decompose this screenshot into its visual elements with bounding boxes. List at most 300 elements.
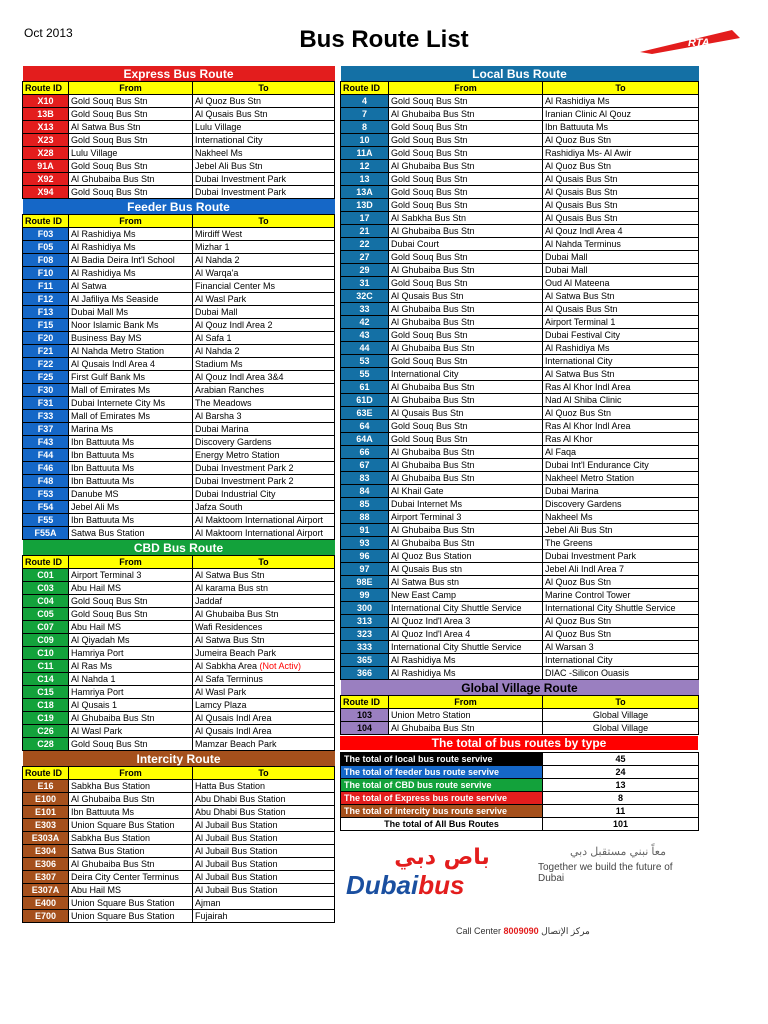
route-id-header: Route ID <box>23 556 69 569</box>
route-from: Mall of Emirates Ms <box>69 384 193 397</box>
cbd-title: CBD Bus Route <box>23 540 335 556</box>
route-from: Al Ghubaiba Bus Stn <box>69 712 193 725</box>
route-to-text: Jaddaf <box>195 595 223 606</box>
route-from: Mall of Emirates Ms <box>69 410 193 423</box>
route-row <box>341 722 699 735</box>
route-row <box>23 332 335 345</box>
route-to <box>543 459 699 472</box>
route-id: 8 <box>341 121 389 134</box>
route-to <box>193 660 335 673</box>
route-id: X13 <box>23 121 69 134</box>
route-from: Gold Souq Bus Stn <box>389 147 543 160</box>
route-to <box>543 563 699 576</box>
route-id: 366 <box>341 667 389 680</box>
route-id: C04 <box>23 595 69 608</box>
route-to-text: Dubai Investment Park <box>195 186 287 197</box>
route-id: X94 <box>23 186 69 199</box>
feeder-title: Feeder Bus Route <box>23 199 335 215</box>
route-id: E303A <box>23 832 69 845</box>
total-label: The total of Express bus route servive <box>341 792 543 805</box>
dubaibus-logo-bus: bus <box>418 870 465 900</box>
route-id: C07 <box>23 621 69 634</box>
route-row <box>23 186 335 199</box>
route-id: X28 <box>23 147 69 160</box>
route-row <box>341 537 699 550</box>
route-to-text: Al Ghubaiba Bus Stn <box>195 608 279 619</box>
route-from: Abu Hail MS <box>69 621 193 634</box>
route-to-text: Jebel Ali Indl Area 7 <box>545 563 625 574</box>
route-id: 93 <box>341 537 389 550</box>
route-to-text: Al Nahda 2 <box>195 254 240 265</box>
call-center <box>456 926 590 937</box>
route-id: 13D <box>341 199 389 212</box>
route-to-text: Al Jubail Bus Station <box>195 832 278 843</box>
route-to-text: Marine Control Tower <box>545 589 631 600</box>
route-row <box>23 488 335 501</box>
route-id: 17 <box>341 212 389 225</box>
total-value: 45 <box>543 753 699 766</box>
route-from: Al Jafiliya Ms Seaside <box>69 293 193 306</box>
route-to <box>193 280 335 293</box>
route-to-text: Abu Dhabi Bus Station <box>195 806 286 817</box>
route-from: Al Ghubaiba Bus Stn <box>389 472 543 485</box>
route-to-text: Nakheel Ms <box>545 511 593 522</box>
route-to-text: Al Safa Terminus <box>195 673 263 684</box>
route-to-text: Jebel Ali Bus Stn <box>545 524 613 535</box>
route-id: 22 <box>341 238 389 251</box>
route-from: Al Ghubaiba Bus Stn <box>389 108 543 121</box>
route-id: C01 <box>23 569 69 582</box>
route-id: F31 <box>23 397 69 410</box>
to-header: To <box>193 82 335 95</box>
route-id: F54 <box>23 501 69 514</box>
route-id-header: Route ID <box>341 696 389 709</box>
route-row <box>23 108 335 121</box>
route-from: Dubai Internete City Ms <box>69 397 193 410</box>
total-value: 8 <box>543 792 699 805</box>
route-id: X92 <box>23 173 69 186</box>
route-to <box>193 858 335 871</box>
route-to <box>543 498 699 511</box>
route-to-text: Jumeira Beach Park <box>195 647 277 658</box>
local-title-row <box>341 66 699 82</box>
route-from: Al Qusais Bus stn <box>389 563 543 576</box>
route-to-text: Al Qusais Indl Area <box>195 725 272 736</box>
route-to <box>543 303 699 316</box>
route-id: E16 <box>23 780 69 793</box>
route-row <box>341 212 699 225</box>
route-row <box>341 303 699 316</box>
route-to-text: Al Rashidiya Ms <box>545 342 610 353</box>
route-id: F05 <box>23 241 69 254</box>
route-from: Union Square Bus Station <box>69 819 193 832</box>
route-to-text: Stadium Ms <box>195 358 243 369</box>
route-id: F48 <box>23 475 69 488</box>
totals-title: The total of bus routes by type <box>340 736 698 750</box>
route-row <box>23 527 335 540</box>
route-to <box>543 147 699 160</box>
route-to-text: Al Jubail Bus Station <box>195 884 278 895</box>
route-to <box>543 446 699 459</box>
route-row <box>341 602 699 615</box>
route-to-text: Ibn Battuuta Ms <box>545 121 609 132</box>
route-to <box>193 488 335 501</box>
route-to <box>193 608 335 621</box>
page-title: Bus Route List <box>299 26 469 53</box>
route-from: Ibn Battuuta Ms <box>69 462 193 475</box>
route-from: Gold Souq Bus Stn <box>389 277 543 290</box>
route-to <box>543 407 699 420</box>
route-to-text: Jebel Ali Bus Stn <box>195 160 263 171</box>
route-to <box>193 699 335 712</box>
route-row <box>23 384 335 397</box>
route-from: Al Ghubaiba Bus Stn <box>389 394 543 407</box>
route-to <box>193 527 335 540</box>
route-to <box>193 725 335 738</box>
route-to-text: Ras Al Khor Indl Area <box>545 381 631 392</box>
route-id: 365 <box>341 654 389 667</box>
route-from: Al Rashidiya Ms <box>389 654 543 667</box>
route-id: E307A <box>23 884 69 897</box>
route-row <box>23 345 335 358</box>
route-from: Jebel Ali Ms <box>69 501 193 514</box>
route-to <box>193 845 335 858</box>
route-row <box>23 173 335 186</box>
route-row <box>23 832 335 845</box>
route-row <box>23 569 335 582</box>
route-to <box>543 290 699 303</box>
route-row <box>341 654 699 667</box>
total-value: 101 <box>543 818 699 831</box>
route-row <box>341 589 699 602</box>
route-to <box>543 121 699 134</box>
route-to <box>193 319 335 332</box>
route-from: International City <box>389 368 543 381</box>
route-from: Airport Terminal 3 <box>69 569 193 582</box>
from-header: From <box>69 82 193 95</box>
route-to <box>193 147 335 160</box>
route-to <box>543 433 699 446</box>
route-from: Union Square Bus Station <box>69 910 193 923</box>
route-id: 43 <box>341 329 389 342</box>
route-id: C26 <box>23 725 69 738</box>
from-header: From <box>389 696 543 709</box>
route-to-text: Fujairah <box>195 910 228 921</box>
route-to <box>543 511 699 524</box>
route-to-text: Al Quoz Bus Stn <box>545 407 612 418</box>
intercity-title-row <box>23 751 335 767</box>
route-id: F30 <box>23 384 69 397</box>
route-to <box>543 238 699 251</box>
route-id: 32C <box>341 290 389 303</box>
route-from: Danube MS <box>69 488 193 501</box>
route-id: 96 <box>341 550 389 563</box>
cbd-header-row <box>23 556 335 569</box>
route-to-text: Al Jubail Bus Station <box>195 845 278 856</box>
svg-text:Dubaibus <box>346 870 464 900</box>
route-to-text: Al Maktoom International Airport <box>195 514 324 525</box>
route-row <box>23 582 335 595</box>
route-to-text: Airport Terminal 1 <box>545 316 616 327</box>
route-to <box>193 595 335 608</box>
route-from: Gold Souq Bus Stn <box>69 608 193 621</box>
route-id: 323 <box>341 628 389 641</box>
route-id: 99 <box>341 589 389 602</box>
route-id: E101 <box>23 806 69 819</box>
route-row <box>23 780 335 793</box>
route-row <box>23 819 335 832</box>
route-row <box>341 615 699 628</box>
route-to-text: Dubai Mall <box>545 264 588 275</box>
route-id: 55 <box>341 368 389 381</box>
route-row <box>341 667 699 680</box>
route-from: Al Wasl Park <box>69 725 193 738</box>
route-from: Al Qiyadah Ms <box>69 634 193 647</box>
route-to <box>193 806 335 819</box>
route-to-text: Al Qusais Bus Stn <box>545 303 618 314</box>
route-from: Satwa Bus Station <box>69 527 193 540</box>
route-row <box>341 342 699 355</box>
route-row <box>23 738 335 751</box>
route-id: E700 <box>23 910 69 923</box>
route-row <box>341 355 699 368</box>
route-row <box>341 394 699 407</box>
route-from: Ibn Battuuta Ms <box>69 806 193 819</box>
route-to-text: Discovery Gardens <box>195 436 272 447</box>
route-id: 27 <box>341 251 389 264</box>
route-from: Al Ghubaiba Bus Stn <box>389 342 543 355</box>
route-to-text: Al Nahda 2 <box>195 345 240 356</box>
feeder-title-row <box>23 199 335 215</box>
route-to-text: Al Safa 1 <box>195 332 232 343</box>
route-row <box>341 459 699 472</box>
route-to <box>193 475 335 488</box>
route-to <box>543 329 699 342</box>
route-to-text: Al Wasl Park <box>195 686 247 697</box>
route-to-text: Al Maktoom International Airport <box>195 527 324 538</box>
global_village-title-row <box>341 680 699 696</box>
route-from: First Gulf Bank Ms <box>69 371 193 384</box>
route-row <box>341 472 699 485</box>
route-to <box>193 738 335 751</box>
route-to <box>543 537 699 550</box>
route-row <box>341 160 699 173</box>
route-id: 333 <box>341 641 389 654</box>
route-to <box>193 686 335 699</box>
route-row <box>23 712 335 725</box>
route-row <box>341 238 699 251</box>
route-row <box>341 563 699 576</box>
route-id: 83 <box>341 472 389 485</box>
route-to-text: Dubai Int'l Endurance City <box>545 459 649 470</box>
to-header: To <box>543 82 699 95</box>
intercity-header-row <box>23 767 335 780</box>
to-header: To <box>193 767 335 780</box>
route-from: Al Badia Deira Int'l School <box>69 254 193 267</box>
route-to-text: Al Quoz Bus Stn <box>545 628 612 639</box>
route-to <box>193 462 335 475</box>
from-header: From <box>69 215 193 228</box>
route-from: Al Quoz Ind'l Area 4 <box>389 628 543 641</box>
route-from: Business Bay MS <box>69 332 193 345</box>
route-to-text: Al Quoz Bus Stn <box>545 615 612 626</box>
route-to <box>543 667 699 680</box>
route-to <box>543 654 699 667</box>
route-to <box>543 95 699 108</box>
route-id: F55A <box>23 527 69 540</box>
route-row <box>23 660 335 673</box>
route-from: Al Ghubaiba Bus Stn <box>69 793 193 806</box>
route-to <box>193 358 335 371</box>
route-from: Al Khail Gate <box>389 485 543 498</box>
route-to <box>193 95 335 108</box>
route-row <box>341 446 699 459</box>
route-to-text: Dubai Investment Park 2 <box>195 475 294 486</box>
route-from: Al Ghubaiba Bus Stn <box>389 446 543 459</box>
route-id: F53 <box>23 488 69 501</box>
route-from: Ibn Battuuta Ms <box>69 436 193 449</box>
route-id: F25 <box>23 371 69 384</box>
route-row <box>23 306 335 319</box>
route-to <box>543 381 699 394</box>
route-id: E306 <box>23 858 69 871</box>
to-header: To <box>193 556 335 569</box>
route-to <box>543 212 699 225</box>
route-from: Al Rashidiya Ms <box>69 241 193 254</box>
left-route-table <box>22 66 335 923</box>
route-from: Gold Souq Bus Stn <box>389 355 543 368</box>
route-to-text: Mizhar 1 <box>195 241 230 252</box>
route-id: 13B <box>23 108 69 121</box>
route-id: 12 <box>341 160 389 173</box>
route-to <box>193 241 335 254</box>
route-to-text: International City <box>195 134 263 145</box>
route-to <box>543 277 699 290</box>
route-row <box>23 699 335 712</box>
route-id: X10 <box>23 95 69 108</box>
route-row <box>341 316 699 329</box>
route-to <box>193 160 335 173</box>
route-to-text: Al Satwa Bus Stn <box>545 290 615 301</box>
route-id-header: Route ID <box>23 215 69 228</box>
route-to <box>193 108 335 121</box>
route-id: E303 <box>23 819 69 832</box>
route-to <box>543 173 699 186</box>
route-to <box>193 673 335 686</box>
route-to-text: Al Satwa Bus Stn <box>195 569 265 580</box>
route-from: Union Metro Station <box>389 709 543 722</box>
route-to <box>193 780 335 793</box>
call-center-arabic: مركز الإتصال <box>541 926 590 936</box>
route-to-text: Dubai Festival City <box>545 329 621 340</box>
route-to-text: Wafi Residences <box>195 621 263 632</box>
route-to-text: Dubai Mall <box>195 306 238 317</box>
route-from: Satwa Bus Station <box>69 845 193 858</box>
route-id: E304 <box>23 845 69 858</box>
route-row <box>341 108 699 121</box>
local-title: Local Bus Route <box>341 66 699 82</box>
route-to-text: Arabian Ranches <box>195 384 265 395</box>
route-row <box>23 858 335 871</box>
route-to-text: International City Shuttle Service <box>545 602 676 613</box>
route-to-text: Al Jubail Bus Station <box>195 871 278 882</box>
route-row <box>341 225 699 238</box>
route-to <box>193 582 335 595</box>
total-row <box>341 766 699 779</box>
route-to-text: Al Qusais Bus Stn <box>545 212 618 223</box>
route-row <box>23 267 335 280</box>
route-id: F03 <box>23 228 69 241</box>
route-from: Al Ghubaiba Bus Stn <box>69 173 193 186</box>
route-to-text: Al Qusais Bus Stn <box>195 108 268 119</box>
route-to-text: Al Faqa <box>545 446 577 457</box>
route-row <box>341 381 699 394</box>
route-to <box>193 793 335 806</box>
tagline-arabic: معاً نبني مستقبل دبي <box>570 846 666 858</box>
route-row <box>341 173 699 186</box>
route-from: Al Ghubaiba Bus Stn <box>389 160 543 173</box>
route-to <box>193 267 335 280</box>
route-to <box>543 472 699 485</box>
route-to-text: Dubai Investment Park <box>545 550 637 561</box>
route-from: New East Camp <box>389 589 543 602</box>
route-to-text: Nakheel Ms <box>195 147 243 158</box>
route-from: International City Shuttle Service <box>389 641 543 654</box>
route-row <box>23 897 335 910</box>
route-to <box>193 410 335 423</box>
total-row <box>341 792 699 805</box>
route-id: C10 <box>23 647 69 660</box>
tagline-english: Together we build the future of Dubai <box>538 862 673 884</box>
route-id: 64 <box>341 420 389 433</box>
route-to <box>543 641 699 654</box>
route-row <box>23 134 335 147</box>
route-from: Al Ghubaiba Bus Stn <box>389 537 543 550</box>
route-row <box>23 673 335 686</box>
route-from: Al Quoz Bus Station <box>389 550 543 563</box>
route-id: 31 <box>341 277 389 290</box>
route-to-text: Al Warqa'a <box>195 267 239 278</box>
route-to-text: Al Qouz Indl Area 2 <box>195 319 273 330</box>
route-to-text: Al Satwa Bus Stn <box>195 634 265 645</box>
route-to <box>543 524 699 537</box>
route-to-text: Al Rashidiya Ms <box>545 95 610 106</box>
route-from: Gold Souq Bus Stn <box>69 160 193 173</box>
route-to <box>543 368 699 381</box>
route-from: Gold Souq Bus Stn <box>389 186 543 199</box>
route-to <box>193 173 335 186</box>
route-id: F13 <box>23 306 69 319</box>
route-id: 21 <box>341 225 389 238</box>
route-row <box>341 329 699 342</box>
route-from: Gold Souq Bus Stn <box>389 173 543 186</box>
route-to <box>543 108 699 121</box>
route-to-text: Financial Center Ms <box>195 280 276 291</box>
route-to <box>193 569 335 582</box>
route-to <box>193 449 335 462</box>
right-route-table <box>340 66 699 735</box>
route-id: 13 <box>341 173 389 186</box>
route-from: Abu Hail MS <box>69 582 193 595</box>
route-to-text: Energy Metro Station <box>195 449 280 460</box>
route-row <box>23 845 335 858</box>
route-to <box>193 501 335 514</box>
route-from: Gold Souq Bus Stn <box>69 186 193 199</box>
route-from: Al Qusais Indl Area 4 <box>69 358 193 371</box>
route-to <box>193 228 335 241</box>
route-row <box>341 199 699 212</box>
route-from: Al Rashidiya Ms <box>389 667 543 680</box>
